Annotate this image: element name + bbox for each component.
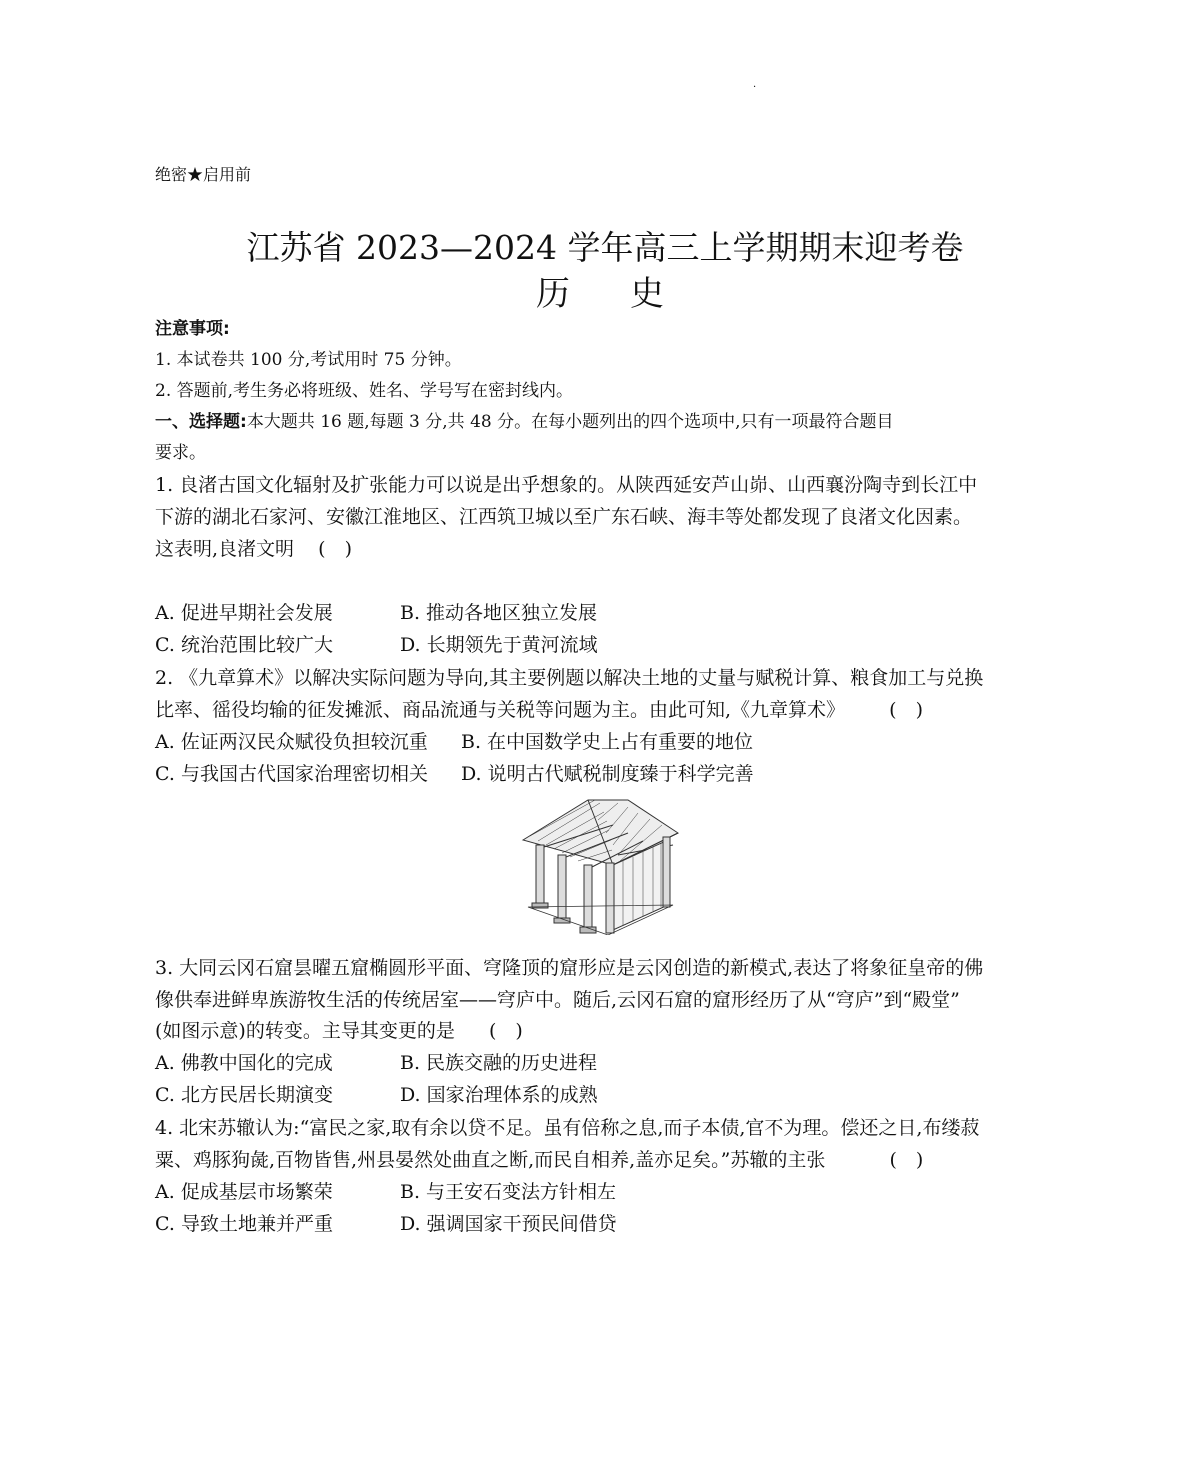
q2-options-row2 (155, 762, 754, 786)
q1-option-d: D. 长期领先于黄河流域 (400, 634, 598, 656)
note-item-1: 1. 本试卷共 100 分,考试用时 75 分钟。 (155, 350, 462, 370)
q4-options-row2 (155, 1212, 617, 1236)
q4-answer-paren: ( ) (889, 1149, 924, 1171)
q3-answer-paren: ( ) (488, 1020, 523, 1042)
q1-options-row2 (155, 633, 598, 657)
q3-option-b: B. 民族交融的历史进程 (400, 1052, 598, 1074)
q4-option-d: D. 强调国家干预民间借贷 (400, 1213, 617, 1235)
q2-answer-paren: ( ) (889, 699, 923, 721)
q1-stem-line1: 1. 良渚古国文化辐射及扩张能力可以说是出乎想象的。从陕西延安芦山峁、山西襄汾陶寺到长江中 (155, 474, 978, 496)
q2-option-d: D. 说明古代赋税制度臻于科学完善 (461, 763, 754, 785)
q2-stem-line1: 2. 《九章算术》以解决实际问题为导向,其主要例题以解决土地的丈量与赋税计算、粮食加工与兑换 (155, 667, 984, 689)
q4-option-a: A. 促成基层市场繁荣 (155, 1181, 333, 1203)
q3-stem-text: (如图示意)的转变。主导其变更的是 (155, 1020, 455, 1042)
q4-option-c: C. 导致土地兼并严重 (155, 1213, 333, 1235)
section-text: 本大题共 16 题,每题 3 分,共 48 分。在每小题列出的四个选项中,只有一项最符合题目 (246, 412, 894, 432)
q1-answer-paren: ( ) (318, 538, 352, 560)
q1-option-b: B. 推动各地区独立发展 (400, 602, 598, 624)
hall-structure-illustration (518, 795, 683, 935)
q1-stem-text: 这表明,良渚文明 (155, 538, 295, 560)
q4-options-row1 (155, 1180, 616, 1204)
q1-option-a: A. 促进早期社会发展 (155, 602, 333, 624)
q2-options-row1 (155, 730, 753, 754)
q3-option-a: A. 佛教中国化的完成 (155, 1052, 333, 1074)
q1-options-row1 (155, 601, 597, 625)
q1-stem-line2: 下游的湖北石家河、安徽江淮地区、江西筑卫城以至广东石峡、海丰等处都发现了良渚文化因素。 (155, 506, 973, 528)
q2-option-c: C. 与我国古代国家治理密切相关 (155, 763, 428, 785)
q4-stem-text: 粟、鸡豚狗彘,百物皆售,州县晏然处曲直之断,而民自相养,盖亦足矣。”苏辙的主张 (155, 1149, 826, 1171)
exam-title: 江苏省 2023—2024 学年高三上学期期末迎考卷 (246, 228, 964, 267)
q4-option-b: B. 与王安石变法方针相左 (400, 1181, 617, 1203)
q3-stem-line2: 像供奉进鲜卑族游牧生活的传统居室——穹庐中。随后,云冈石窟的窟形经历了从“穹庐”到“殿堂” (155, 989, 960, 1011)
notes-heading: 注意事项: (155, 319, 230, 339)
q3-options-row2 (155, 1083, 598, 1107)
section-heading (155, 410, 894, 434)
confidential-label: 绝密★启用前 (155, 165, 252, 184)
subject-title: 历史 (536, 274, 724, 314)
note-item-2: 2. 答题前,考生务必将班级、姓名、学号写在密封线内。 (155, 381, 574, 401)
section-label: 一、选择题: (155, 412, 247, 432)
q2-option-a: A. 佐证两汉民众赋役负担较沉重 (155, 731, 428, 753)
section-text-line2: 要求。 (155, 443, 206, 463)
q2-option-b: B. 在中国数学史上占有重要的地位 (461, 731, 754, 753)
q2-stem-line2 (155, 698, 941, 722)
q3-option-d: D. 国家治理体系的成熟 (400, 1084, 598, 1106)
q2-stem-text: 比率、徭役均输的征发摊派、商品流通与关税等问题为主。由此可知,《九章算术》 (155, 699, 846, 721)
q4-stem-line1: 4. 北宋苏辙认为:“富民之家,取有余以贷不足。虽有倍称之息,而子本债,官不为理。偿还之日,布缕菽 (155, 1117, 980, 1139)
q3-options-row1 (155, 1051, 597, 1075)
q4-stem-line2 (155, 1148, 941, 1172)
q1-stem-line3 (155, 537, 370, 561)
q3-stem-line3 (155, 1019, 541, 1043)
q1-option-c: C. 统治范围比较广大 (155, 634, 333, 656)
scan-dot: · (753, 82, 757, 93)
q3-option-c: C. 北方民居长期演变 (155, 1084, 333, 1106)
q3-stem-line1: 3. 大同云冈石窟昙曜五窟椭圆形平面、穹隆顶的窟形应是云冈创造的新模式,表达了将象征皇帝的佛 (155, 957, 984, 979)
